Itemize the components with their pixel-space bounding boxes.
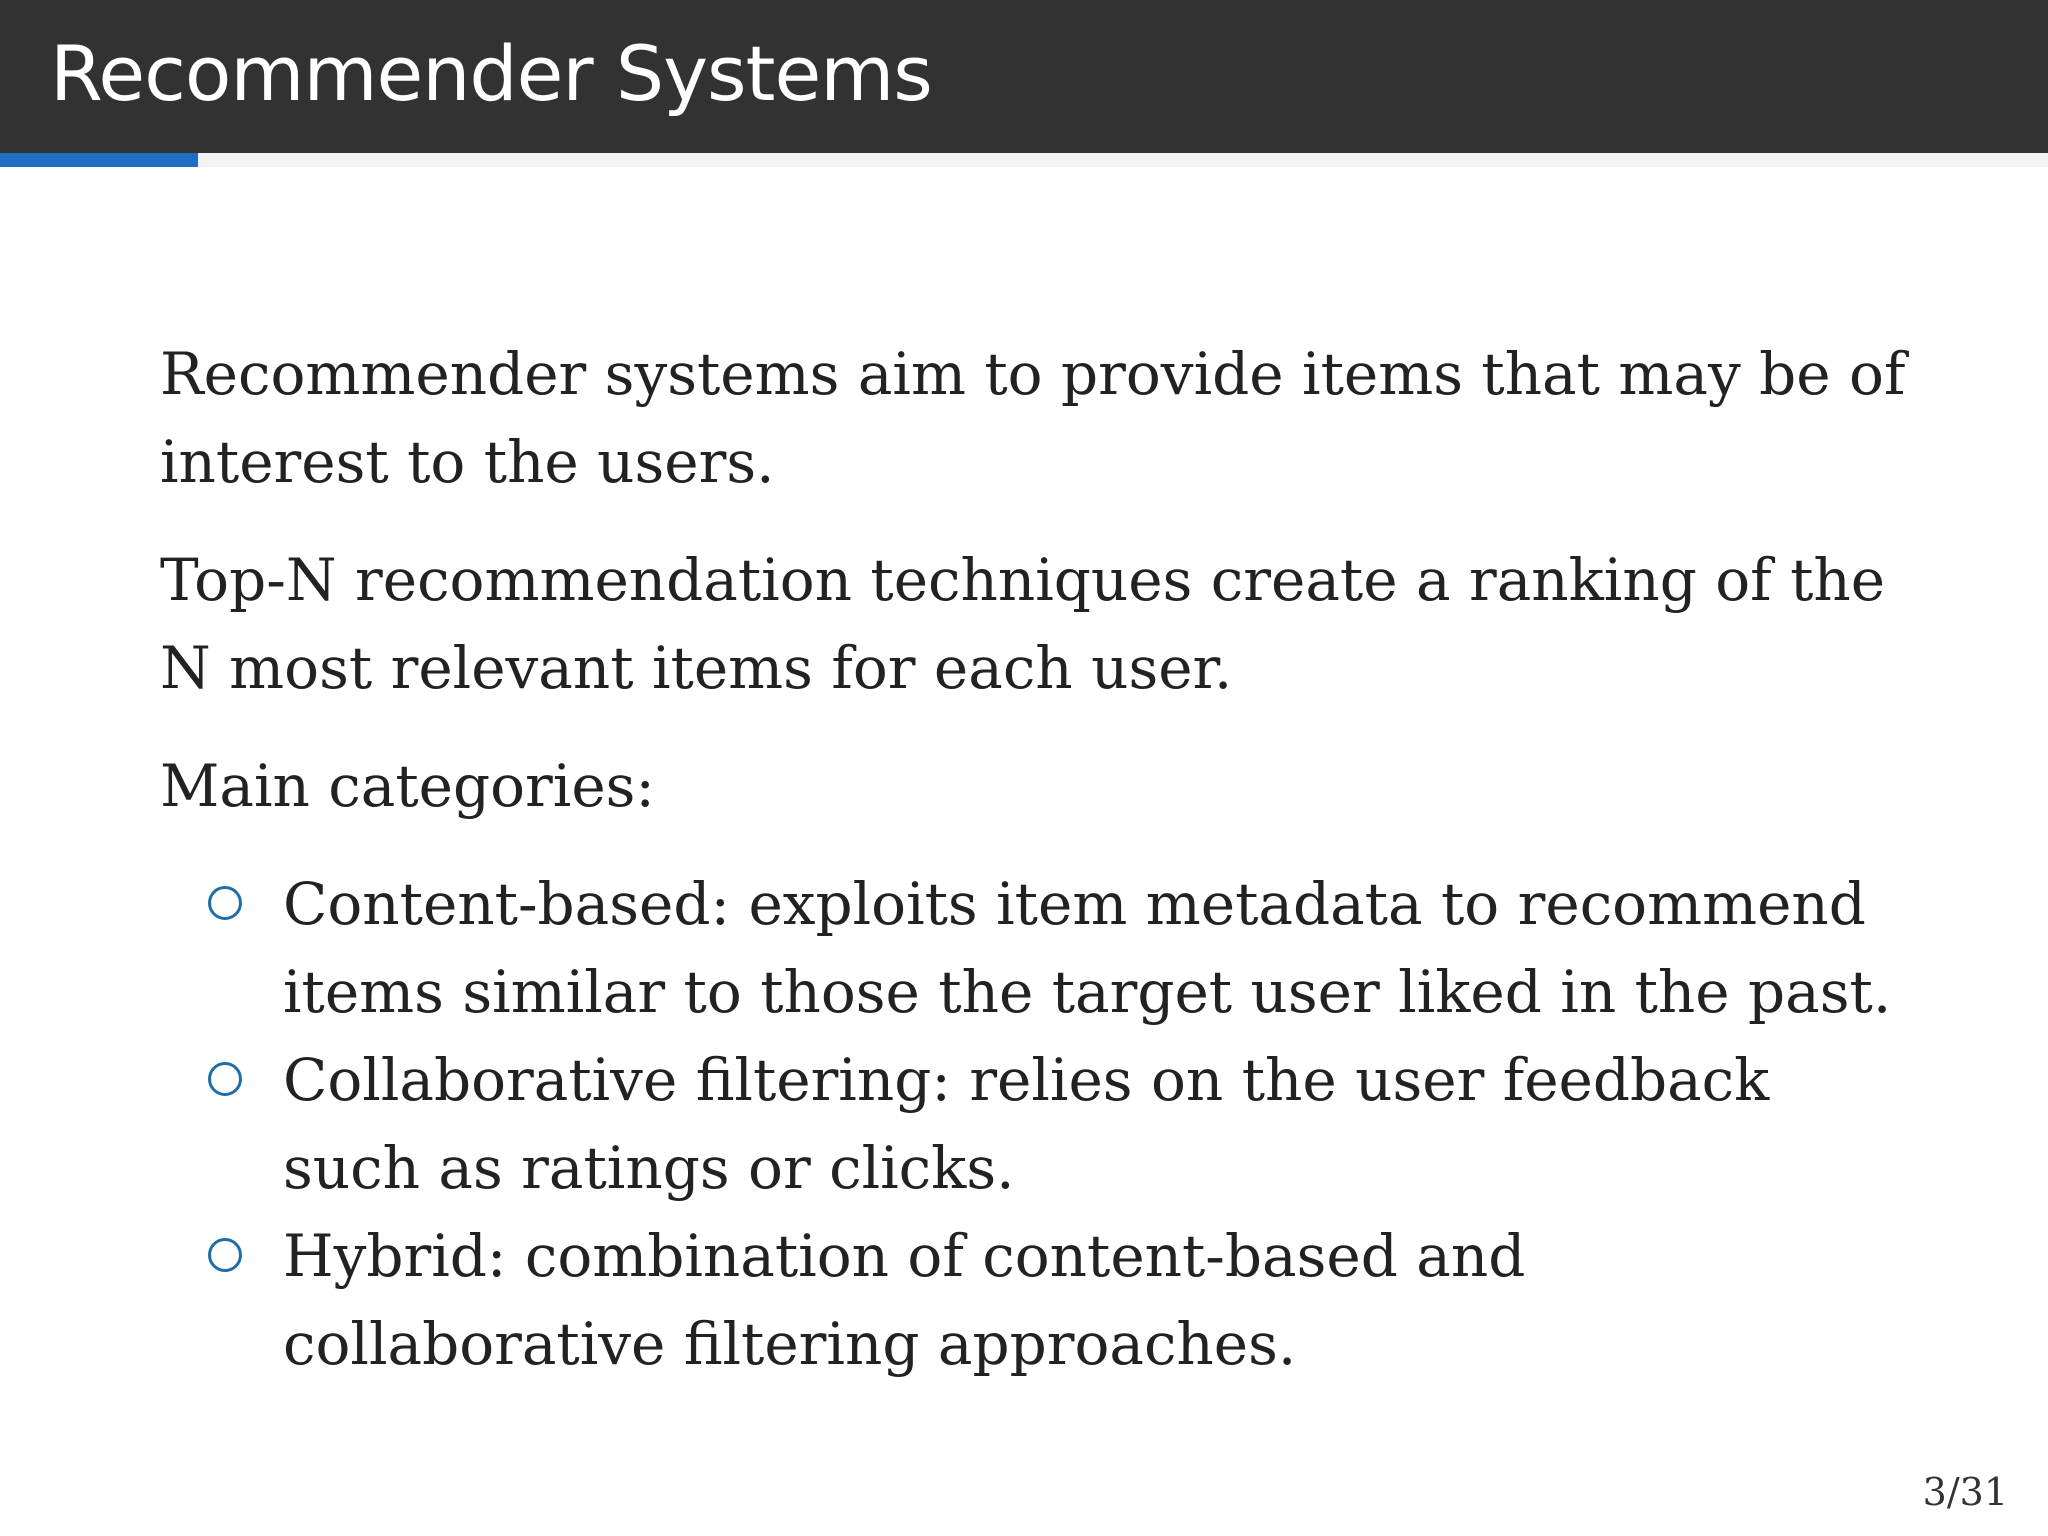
- circle-bullet-icon: [208, 1062, 242, 1096]
- progress-fill: [0, 153, 198, 167]
- circle-bullet-icon: [208, 1238, 242, 1272]
- category-text: Collaborative filtering: relies on the user feedback such as ratings or clicks.: [283, 1046, 1770, 1202]
- circle-bullet-icon: [208, 886, 242, 920]
- category-item-content-based: [160, 860, 1920, 1036]
- category-text: Content-based: exploits item metadata to recommend items similar to those the target user liked in the past.: [283, 870, 1892, 1026]
- categories-heading: Main categories:: [160, 752, 655, 820]
- category-item-collaborative-filtering: [160, 1036, 1920, 1212]
- category-text: Hybrid: combination of content-based and collaborative filtering approaches.: [283, 1222, 1526, 1378]
- category-item-hybrid: [160, 1212, 1920, 1388]
- slide-header: [0, 0, 2048, 153]
- page-number: 3/31: [1922, 1470, 2008, 1514]
- category-list: [160, 860, 1920, 1388]
- progress-bar: [0, 153, 2048, 167]
- slide-body: [160, 330, 1920, 1388]
- slide-title: Recommender Systems: [50, 29, 932, 118]
- intro-paragraph: Recommender systems aim to provide items that may be of interest to the users.: [160, 340, 1906, 496]
- top-n-paragraph: Top-N recommendation techniques create a ranking of the N most relevant items for each user.: [160, 546, 1886, 702]
